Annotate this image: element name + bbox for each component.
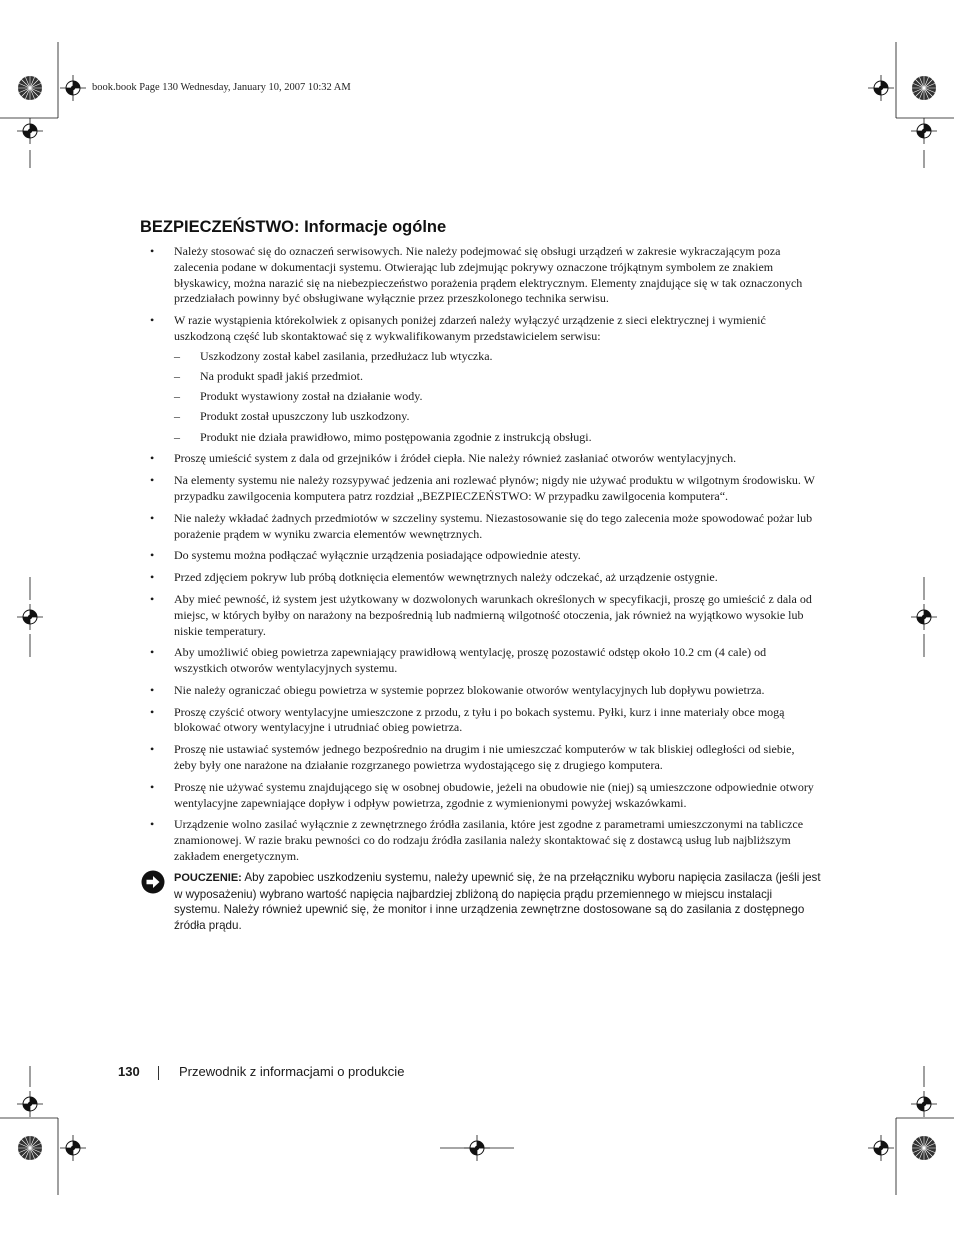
list-item: • Nie należy wkładać żadnych przedmiotów w szczeliny systemu. Niezastosowanie się do tego zalecenia może spowodować pożar lub porażenie prądem w wyniku zwarcia elementów wewnętrznych. (148, 511, 816, 543)
list-item: • Aby mieć pewność, iż system jest użytkowany w dozwolonych warunkach określonych w specyfikacji, proszę go umieścić z dala od miejsc, w których byłby on narażony na bezpośrednią lub nadmierną wilgotność otoczenia, jak również na wyjątkowo wysokie lub niskie temperatury. (148, 592, 816, 639)
list-item: • Aby umożliwić obieg powietrza zapewniający prawidłową wentylację, proszę pozostawić odstęp około 10.2 cm (4 cale) od wszystkich otworów wentylacyjnych systemu. (148, 645, 816, 677)
list-item: • Proszę czyścić otwory wentylacyjne umieszczone z przodu, z tyłu i po bokach systemu. Pyłki, kurz i inne materiały obce mogą blokować otwory wentylacyjne i utrudniać obieg powietrza. (148, 705, 816, 737)
list-item-text: W razie wystąpienia którekolwiek z opisanych poniżej zdarzeń należy wyłączyć urządzenie z sieci elektrycznej i wymienić uszkodzoną część lub skontaktować się z wykwalifikowanym przedstawicielem serwisu: (174, 313, 766, 343)
sub-list-item: – Uszkodzony został kabel zasilania, przedłużacz lub wtyczka. (174, 349, 816, 365)
safety-content (148, 244, 816, 871)
list-item: • Przed zdjęciem pokryw lub próbą dotknięcia elementów wewnętrznych należy odczekać, aż urządzenie ostygnie. (148, 570, 816, 586)
sub-list-item: – Produkt nie działa prawidłowo, mimo postępowania zgodnie z instrukcją obsługi. (174, 430, 816, 446)
notice-text (174, 870, 821, 933)
sub-list-item: – Produkt został upuszczony lub uszkodzony. (174, 409, 816, 425)
list-item (148, 313, 816, 445)
safety-list (148, 244, 816, 865)
arrow-right-circle-icon (141, 870, 165, 894)
page-number: 130 (118, 1064, 140, 1079)
sub-list-item: – Na produkt spadł jakiś przedmiot. (174, 369, 816, 385)
list-item: • Należy stosować się do oznaczeń serwisowych. Nie należy podejmować się obsługi urządzeń w zakresie wykraczającym poza zalecenia podane w dokumentacji systemu. Otwierając lub zdejmując pokrywy oznaczone trójkątnym symbolem ze znakiem błyskawicy, można narazić się na niebezpieczeństwo porażenia prądem elektrycznym. Elementy znajdujące się w tak oznaczonych przedziałach powinny być obsługiwane wyłącznie przez przeszkolonego technika serwisu. (148, 244, 816, 307)
footer-divider (158, 1066, 159, 1080)
sub-list-item: – Produkt wystawiony został na działanie wody. (174, 389, 816, 405)
list-item: • Proszę umieścić system z dala od grzejników i źródeł ciepła. Nie należy również zasłaniać otworów wentylacyjnych. (148, 451, 816, 467)
list-item: • Nie należy ograniczać obiegu powietrza w systemie poprzez blokowanie otworów wentylacyjnych lub dopływu powietrza. (148, 683, 816, 699)
notice-block (141, 870, 821, 933)
list-item: • Proszę nie ustawiać systemów jednego bezpośrednio na drugim i nie umieszczać komputerów w tak bliskiej odległości od siebie, żeby były one narażone na działanie rozgrzanego powietrza wydostającego się z drugiego komputera. (148, 742, 816, 774)
list-item: • Proszę nie używać systemu znajdującego się w osobnej obudowie, jeżeli na obudowie nie (niej) są umieszczone odpowiednie otwory wentylacyjne zapewniające dopływ i odpływ powietrza, zgodnie z wymienionymi powyżej wskazówkami. (148, 780, 816, 812)
list-item: • Na elementy systemu nie należy rozsypywać jedzenia ani rozlewać płynów; nigdy nie używać produktu w wilgotnym środowisku. W przypadku zawilgocenia komputera patrz rozdział „BEZPIECZEŃSTWO: W przypadku zawilgocenia komputera“. (148, 473, 816, 505)
footer-doc-title: Przewodnik z informacjami o produkcie (179, 1064, 405, 1079)
section-title: BEZPIECZEŃSTWO: Informacje ogólne (140, 218, 447, 236)
list-item: • Do systemu można podłączać wyłącznie urządzenia posiadające odpowiednie atesty. (148, 548, 816, 564)
print-header: book.book Page 130 Wednesday, January 10, 2007 10:32 AM (92, 82, 351, 93)
notice-body: Aby zapobiec uszkodzeniu systemu, należy upewnić się, że na przełączniku wyboru napięcia zasilacza (jeśli jest w wyposażeniu) wybrano wartość napięcia najbardziej zbliżoną do napięcia prądu przemiennego w miejscu instalacji systemu. Należy również upewnić się, że monitor i inne urządzenia zewnętrzne dostosowane są do zasilania z dostępnego źródła prądu. (174, 871, 821, 932)
notice-label: POUCZENIE: (174, 872, 242, 884)
sub-list (174, 349, 816, 446)
list-item: • Urządzenie wolno zasilać wyłącznie z zewnętrznego źródła zasilania, które jest zgodne z parametrami umieszczonymi na tabliczce znamionowej. W razie braku pewności co do rodzaju źródła zasilania należy skontaktować się z dostawcą usług lub najbliższym zakładem energetycznym. (148, 817, 816, 864)
